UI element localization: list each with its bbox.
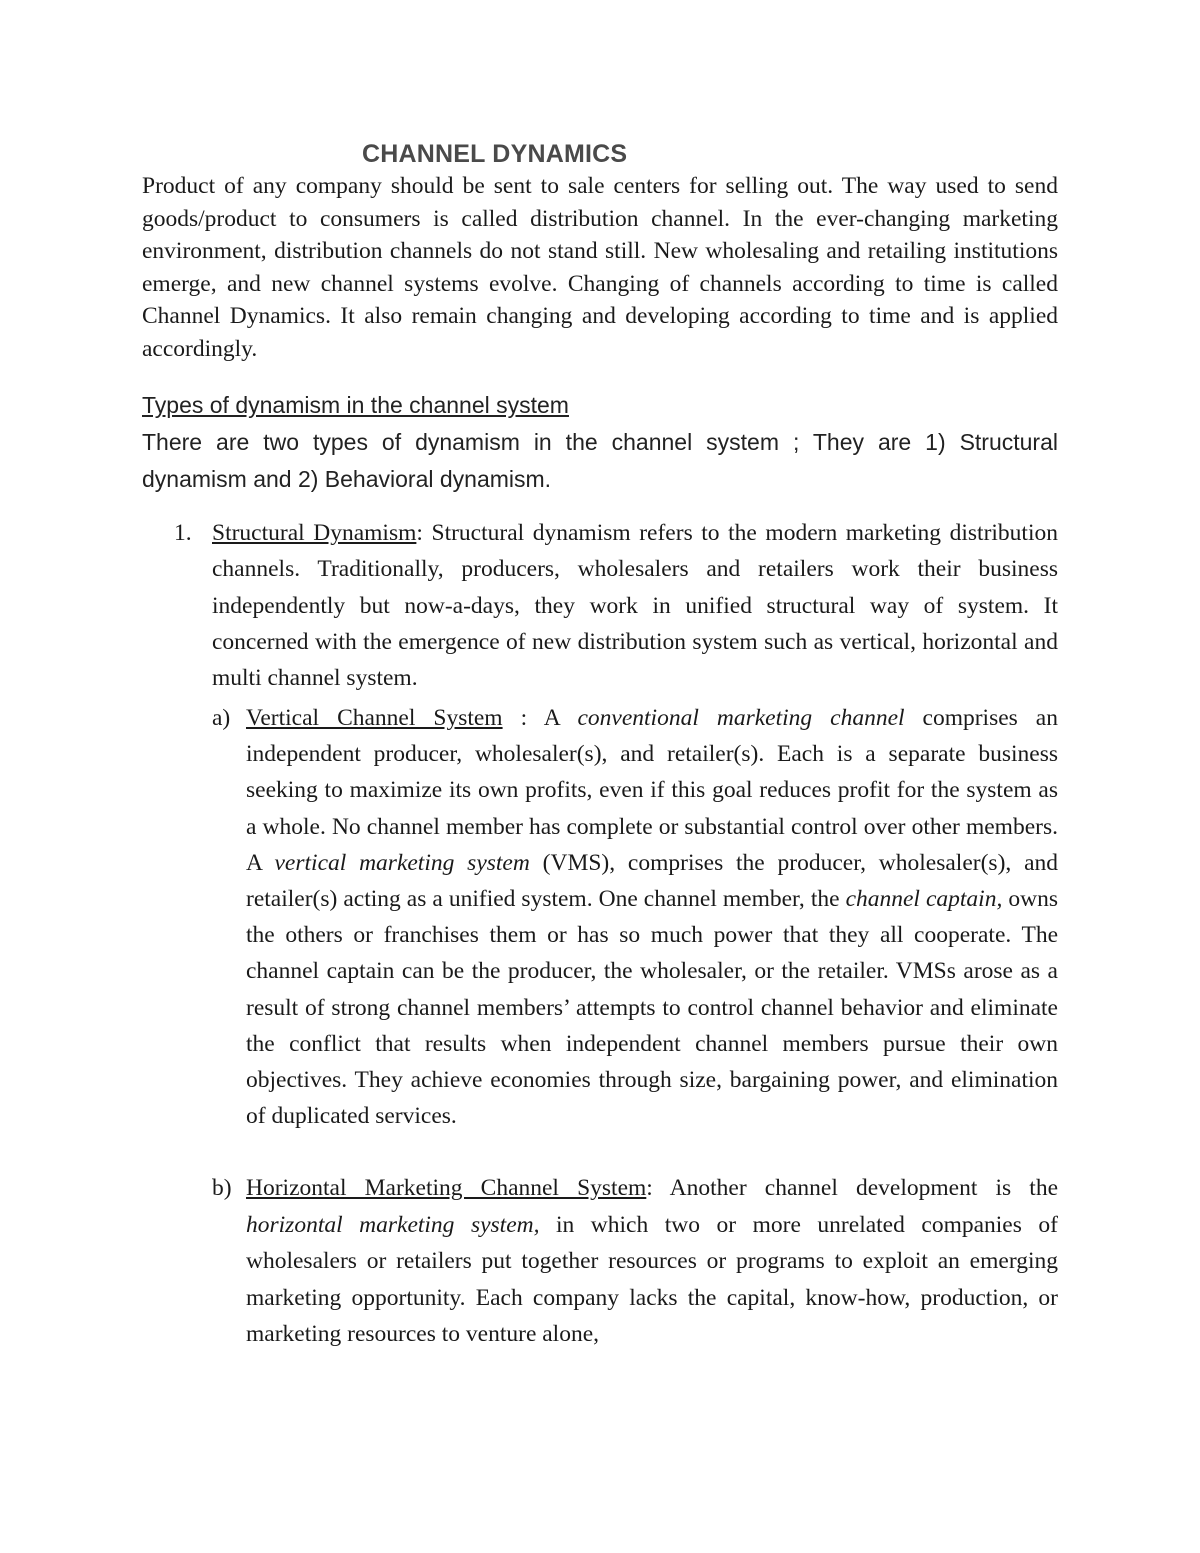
vertical-text-2: comprises an independent producer, wholesaler(s), and retailer(s). Each is a separate business seeking to maximize its own profits, even if this goal reduces profit for the system as a whole. No channel member has complete or substantial control over other members. A (246, 705, 1058, 876)
types-paragraph: There are two types of dynamism in the channel system ; They are 1) Structural dynamism and 2) Behavioral dynamism. (142, 429, 1058, 492)
list-marker-a: a) (212, 705, 231, 731)
horizontal-italic-1: horizontal marketing system, (246, 1211, 540, 1238)
horizontal-text-2: in which two or more unrelated companies of wholesalers or retailers put together resources or programs to exploit an emerging marketing opportunity. Each company lacks the capital, know-how, production, or marketing resources to venture alone, (246, 1211, 1058, 1347)
structural-dynamism-item (212, 515, 1058, 696)
vertical-channel-term: Vertical Channel System (246, 705, 503, 731)
horizontal-channel-term: Horizontal Marketing Channel System (246, 1175, 647, 1201)
horizontal-channel-item (246, 1170, 1058, 1353)
vertical-channel-item (246, 700, 1058, 1134)
vertical-text-4: owns the others or franchises them or has so much power that they all cooperate. The channel captain can be the producer, the wholesaler, or the retailer. VMSs arose as a result of strong channel members’ attempts to control channel behavior and eliminate the conflict that results when independent channel members pursue their own objectives. They achieve economies through size, bargaining power, and elimination of duplicated services. (246, 886, 1058, 1130)
vertical-italic-3: channel captain, (845, 886, 1003, 913)
vertical-italic-2: vertical marketing system (274, 849, 530, 876)
vertical-italic-1: conventional marketing channel (577, 705, 905, 731)
list-marker-1: 1. (174, 520, 192, 546)
horizontal-text-1: : Another channel development is the (646, 1175, 1059, 1201)
structural-dynamism-text: : Structural dynamism refers to the modern marketing distribution channels. Traditionally, producers, wholesalers and retailers work their business independently but now-a-days, they work in unified structural way of system. It concerned with the emergence of new distribution system such as vertical, horizontal and multi channel system. (212, 520, 1058, 692)
page-title: CHANNEL DYNAMICS (362, 140, 628, 168)
types-heading: Types of dynamism in the channel system (142, 392, 569, 418)
vertical-text-1: : A (502, 705, 578, 731)
intro-paragraph: Product of any company should be sent to sale centers for selling out. The way used to send goods/product to consumers is called distribution channel. In the ever-changing marketing environment, distribution channels do not stand still. New wholesaling and retailing institutions emerge, and new channel systems evolve. Changing of channels according to time is called Channel Dynamics. It also remain changing and developing according to time and is applied accordingly. (142, 173, 1058, 362)
vertical-text-3: (VMS), comprises the producer, wholesaler(s), and retailer(s) acting as a unified system. One channel member, the (246, 849, 1059, 913)
structural-dynamism-term: Structural Dynamism (212, 520, 417, 546)
list-marker-b: b) (212, 1175, 232, 1201)
